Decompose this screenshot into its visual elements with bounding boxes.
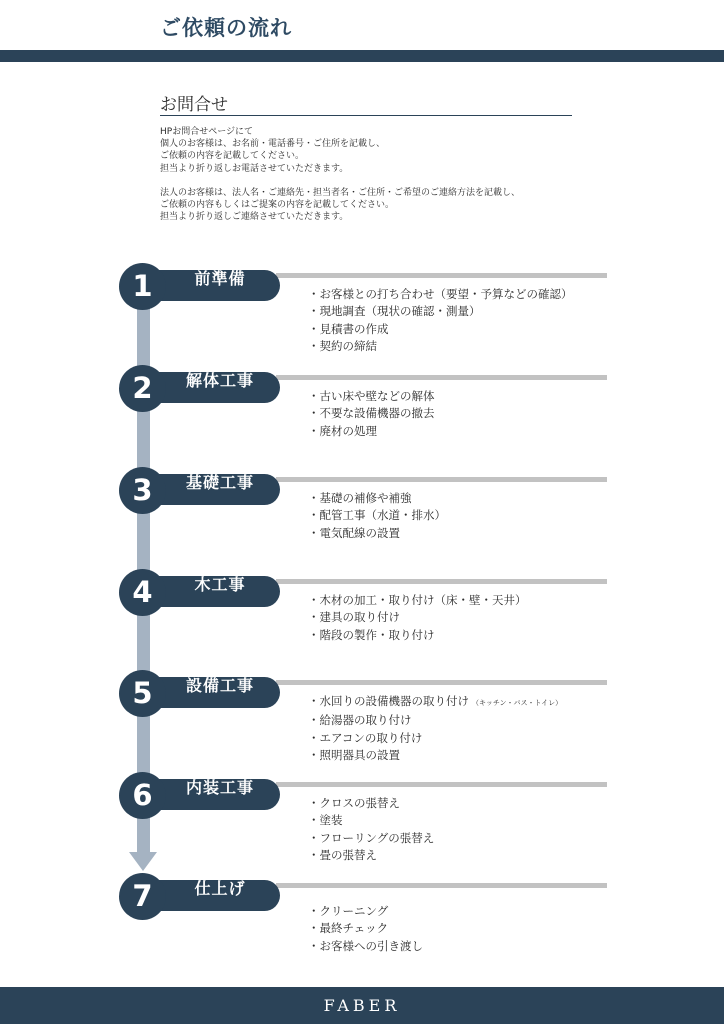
step-task: ・畳の張替え xyxy=(308,847,377,862)
step-task: ・エアコンの取り付け xyxy=(308,730,423,745)
step-task: ・照明器具の設置 xyxy=(308,747,400,762)
step-task: ・クリーニング xyxy=(308,904,389,918)
step-number-badge xyxy=(119,263,166,310)
step-task: ・お客様との打ち合わせ（要望・予算などの確認） xyxy=(308,287,573,301)
step-task-text: ・水回りの設備機器の取り付け xyxy=(308,694,469,708)
contact-line: HPお問合せページにて xyxy=(160,127,254,137)
step-task-list xyxy=(308,693,608,764)
contact-line: 個人のお客様は、お名前・電話番号・ご住所を記載し、 xyxy=(160,139,386,150)
contact-heading: お問合せ xyxy=(160,95,228,115)
step-number-badge xyxy=(119,569,166,616)
contact-line: ご依頼の内容を記載してください。 xyxy=(160,151,305,162)
step-task-list xyxy=(308,286,608,355)
step-task-list xyxy=(308,490,608,542)
step-divider xyxy=(276,273,607,278)
step-divider xyxy=(276,477,607,482)
step-task: ・基礎の補修や補強 xyxy=(308,491,412,505)
step-number-badge xyxy=(119,670,166,717)
step-task-list xyxy=(308,388,608,440)
step-task: ・給湯器の取り付け xyxy=(308,713,412,728)
step-task: ・クロスの張替え xyxy=(308,796,400,810)
header-band xyxy=(0,50,724,62)
step-6 xyxy=(0,772,724,872)
step-task: ・不要な設備機器の撤去 xyxy=(308,406,435,421)
step-task xyxy=(308,693,608,712)
step-task: ・フローリングの張替え xyxy=(308,830,435,845)
step-task: ・現地調査（現状の確認・測量） xyxy=(308,304,481,319)
step-task-list xyxy=(308,795,608,864)
step-divider xyxy=(276,579,607,584)
contact-line: 法人のお客様は、法人名・ご連絡先・担当者名・ご住所・ご希望のご連絡方法を記載し、 xyxy=(160,187,521,198)
step-number: 5 xyxy=(132,676,153,710)
step-task: ・廃材の処理 xyxy=(308,423,377,438)
step-2 xyxy=(0,365,724,465)
step-task: ・配管工事（水道・排水） xyxy=(308,508,446,523)
step-divider xyxy=(276,782,607,787)
step-divider xyxy=(276,883,607,888)
step-task: ・階段の製作・取り付け xyxy=(308,627,435,642)
step-4 xyxy=(0,569,724,669)
step-task: ・古い床や壁などの解体 xyxy=(308,389,435,403)
step-task: ・見積書の作成 xyxy=(308,321,389,336)
step-task: ・お客様への引き渡し xyxy=(308,938,423,953)
contact-line: ご依頼の内容もしくはご提案の内容を記載してください。 xyxy=(160,200,395,211)
contact-paragraph-corporate xyxy=(160,187,600,224)
step-task-list xyxy=(308,592,608,644)
step-number: 4 xyxy=(132,575,153,609)
step-divider xyxy=(276,375,607,380)
step-task: ・最終チェック xyxy=(308,921,389,936)
step-task: ・建具の取り付け xyxy=(308,610,400,625)
contact-line: 担当より折り返しご連絡させていただきます。 xyxy=(160,212,349,223)
step-task: ・塗装 xyxy=(308,813,343,828)
step-title: 基礎工事 xyxy=(185,473,254,492)
step-title: 設備工事 xyxy=(185,676,254,695)
contact-description xyxy=(160,126,600,235)
step-task-note: （キッチン・バス・トイレ） xyxy=(472,699,563,707)
footer-band xyxy=(0,987,724,1024)
step-number: 7 xyxy=(132,879,153,913)
step-number-badge xyxy=(119,772,166,819)
step-1 xyxy=(0,263,724,363)
contact-line: 担当より折り返しお電話させていただきます。 xyxy=(160,163,349,174)
step-title: 解体工事 xyxy=(185,371,254,390)
step-task: ・木材の加工・取り付け（床・壁・天井） xyxy=(308,593,527,607)
contact-divider xyxy=(160,115,572,116)
step-3 xyxy=(0,467,724,567)
page-title: ご依頼の流れ xyxy=(160,16,292,40)
step-number: 6 xyxy=(132,778,153,812)
step-5 xyxy=(0,670,724,770)
step-number-badge xyxy=(119,873,166,920)
step-number-badge xyxy=(119,365,166,412)
footer-logo: FABER xyxy=(323,996,401,1015)
step-title: 仕上げ xyxy=(194,879,246,898)
step-task-list xyxy=(308,903,608,955)
step-task: ・契約の締結 xyxy=(308,338,377,353)
step-number: 1 xyxy=(132,269,153,303)
step-divider xyxy=(276,680,607,685)
step-7 xyxy=(0,873,724,973)
step-number: 3 xyxy=(132,473,153,507)
step-title: 木工事 xyxy=(194,575,246,594)
step-number-badge xyxy=(119,467,166,514)
step-title: 前準備 xyxy=(194,269,246,288)
step-task: ・電気配線の設置 xyxy=(308,525,400,540)
step-title: 内装工事 xyxy=(185,778,254,797)
step-number: 2 xyxy=(132,371,153,405)
contact-paragraph-individual xyxy=(160,126,600,175)
